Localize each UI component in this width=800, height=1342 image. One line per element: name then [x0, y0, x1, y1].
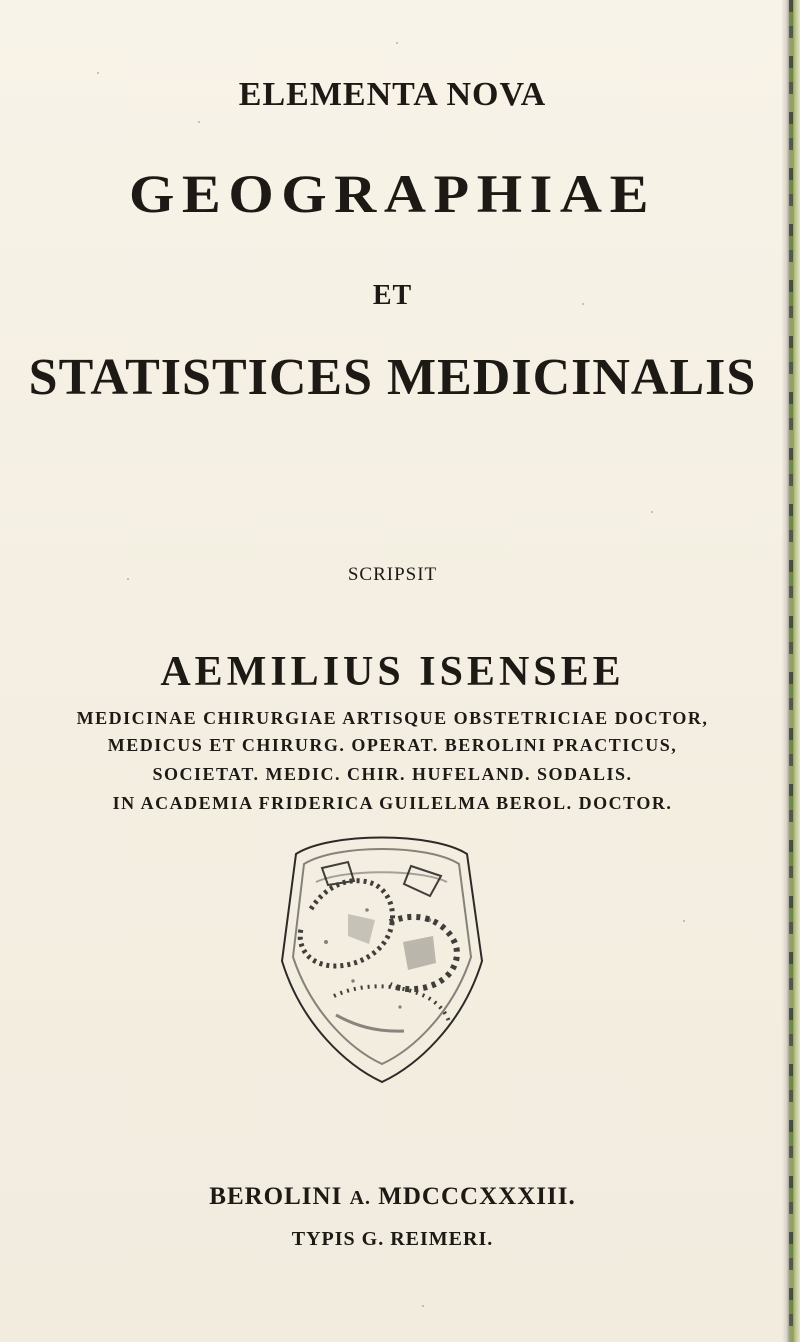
title-line-4: STATISTICES MEDICINALIS: [28, 349, 757, 406]
scripsit-label: SCRIPSIT: [347, 564, 438, 585]
title-line-3: ET: [372, 280, 413, 311]
paper-speckle: [97, 72, 99, 74]
imprint-place: BEROLINI: [209, 1183, 343, 1210]
printer-emblem-icon: [256, 824, 508, 1096]
printer-line: TYPIS G. REIMERI.: [291, 1228, 494, 1250]
paper-speckle: [683, 920, 685, 922]
title-line-1: ELEMENTA NOVA: [238, 76, 547, 113]
paper-speckle: [651, 511, 653, 513]
author-name: AEMILIUS ISENSEE: [160, 649, 625, 695]
author-credential-line-3: SOCIETAT. MEDIC. CHIR. HUFELAND. SODALIS.: [152, 764, 633, 784]
paper-speckle: [198, 121, 200, 123]
title-line-2: GEOGRAPHIAE: [128, 164, 657, 224]
author-credential-line-4: IN ACADEMIA FRIDERICA GUILELMA BEROL. DOCTOR.: [112, 793, 673, 813]
paper-speckle: [422, 1305, 424, 1307]
imprint-year: MDCCCXXXIII.: [378, 1183, 576, 1210]
imprint-a: A.: [349, 1187, 372, 1209]
author-credential-line-1: MEDICINAE CHIRURGIAE ARTISQUE OBSTETRICIAE DOCTOR,: [76, 708, 709, 728]
paper-speckle: [396, 42, 398, 44]
author-credential-line-2: MEDICUS ET CHIRURG. OPERAT. BEROLINI PRACTICUS,: [107, 735, 678, 755]
imprint-line: [0, 1183, 785, 1211]
